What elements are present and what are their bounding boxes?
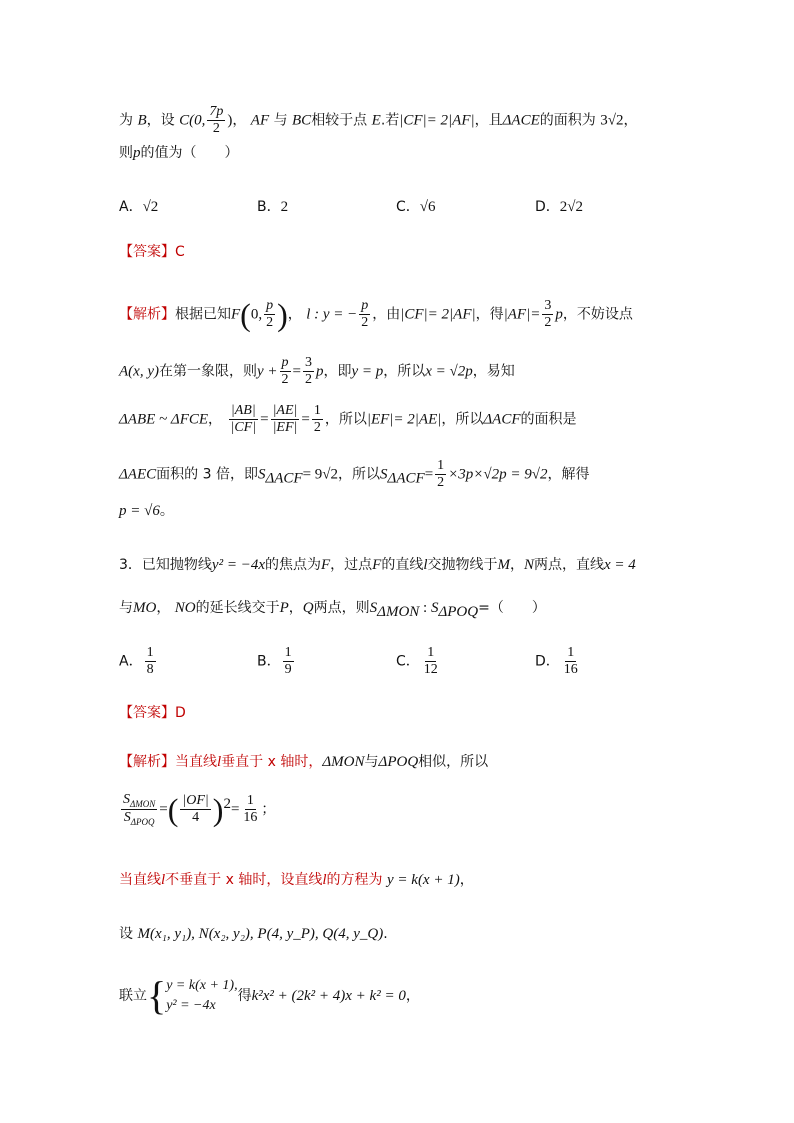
text: 垂直于 bbox=[221, 754, 264, 770]
text: 轴时，设直线 bbox=[238, 872, 323, 888]
analysis-label: 【解析】 bbox=[119, 754, 175, 770]
frac-den: 16 bbox=[563, 662, 578, 678]
text: 设 bbox=[119, 926, 133, 942]
math-cond: |CF|= 2|AF| bbox=[399, 112, 475, 129]
math-b: B bbox=[137, 112, 147, 129]
text: 当直线 bbox=[119, 872, 161, 888]
text: ，不妨设点 bbox=[562, 306, 633, 323]
math-val: 3√2 bbox=[600, 112, 624, 129]
q2-stem-line2 bbox=[119, 146, 239, 161]
math-mon: ΔMON bbox=[322, 754, 365, 770]
text: 得 bbox=[237, 988, 252, 1004]
option-letter: B． bbox=[257, 199, 281, 215]
q3-option-b bbox=[257, 645, 296, 678]
fraction: $\frac{1}{2}$ bbox=[313, 403, 321, 436]
text: 为 bbox=[119, 112, 133, 129]
frac-num: 1 bbox=[283, 645, 294, 662]
text: 联立 bbox=[119, 988, 147, 1004]
q2-answer bbox=[119, 245, 185, 259]
math-bc: BC bbox=[292, 112, 312, 129]
math-mo: MO bbox=[133, 600, 157, 616]
text: ，所以 bbox=[383, 363, 426, 380]
answer-label: 【答案】 bbox=[119, 705, 175, 721]
frac-num: 1 bbox=[145, 645, 156, 662]
math-x: x bbox=[267, 754, 276, 770]
fraction: $\frac{p}{2}$ bbox=[266, 298, 274, 331]
text: ，易知 bbox=[472, 363, 515, 380]
math-a: A(x, y) bbox=[119, 363, 159, 380]
text: 的焦点为 bbox=[264, 557, 321, 573]
system-line: y = k(x + 1), bbox=[166, 978, 238, 994]
fraction: $\frac{3}{2}$ bbox=[544, 298, 552, 331]
fraction: $\frac{p}{2}$ bbox=[281, 355, 289, 388]
q3-analysis-line5: 联立{ y = k(x + 1), y² = −4x 得k²x² + (2k² + 4)x + k² = 0， bbox=[119, 973, 420, 1018]
fraction bbox=[145, 645, 156, 678]
math-f: F bbox=[231, 306, 241, 323]
q3-analysis-line4 bbox=[119, 927, 388, 942]
math-s: S bbox=[430, 600, 439, 616]
math-y: y + bbox=[256, 363, 278, 380]
text: 根据已知 bbox=[175, 306, 231, 323]
text: ，且 bbox=[474, 112, 503, 129]
text: ， bbox=[405, 988, 420, 1004]
math-q: Q bbox=[302, 600, 314, 616]
text: 交抛物线于 bbox=[427, 557, 498, 573]
answer-label: 【答案】 bbox=[119, 244, 175, 260]
text: ， bbox=[510, 557, 524, 573]
math-tri: ΔACF bbox=[483, 411, 521, 428]
math-eq: k²x² + (2k² + 4)x + k² = 0 bbox=[251, 988, 406, 1004]
frac-den: 9 bbox=[284, 662, 292, 678]
text: . bbox=[383, 926, 388, 942]
math-l: l : y = − bbox=[306, 306, 358, 323]
text: 不垂直于 bbox=[165, 872, 222, 888]
math-points: M(x₁, y₁), N(x₂, y₂), P(4, y_P), Q(4, y_Q) bbox=[137, 926, 384, 942]
q3-analysis-line3 bbox=[119, 873, 474, 888]
q2-option-d bbox=[535, 196, 583, 216]
fraction: $\frac{1}{16}$ bbox=[243, 793, 258, 826]
text: 轴时， bbox=[280, 754, 323, 770]
frac-den: 2 bbox=[212, 121, 220, 137]
math-f: F bbox=[372, 557, 382, 573]
math-s: S bbox=[369, 600, 378, 616]
text: ，所以 bbox=[441, 411, 484, 428]
text: ，所以 bbox=[338, 466, 381, 483]
text: ，设 bbox=[146, 112, 175, 129]
text: 当直线 bbox=[175, 754, 217, 770]
text: ， bbox=[459, 872, 474, 888]
q2-option-c bbox=[396, 196, 436, 216]
math-l: l bbox=[322, 872, 327, 888]
text: 两点，则 bbox=[313, 600, 370, 616]
option-letter: D． bbox=[535, 653, 560, 670]
frac-num: 7p bbox=[207, 104, 225, 121]
math-s: S bbox=[257, 466, 266, 483]
math-eq: = bbox=[292, 363, 301, 380]
math-c: C(0, bbox=[179, 112, 206, 129]
q3-analysis-line1 bbox=[119, 755, 488, 770]
math-p: P bbox=[279, 600, 289, 616]
math-ef: |EF|= 2|AE| bbox=[366, 411, 442, 428]
frac-den: 12 bbox=[423, 662, 438, 678]
fraction: $\frac{3}{2}$ bbox=[304, 355, 312, 388]
math-af: |AF|= bbox=[503, 306, 541, 323]
math-v2: ×3p×√2p = 9√2 bbox=[448, 466, 548, 483]
fraction: $\frac{|AB|}{|CF|}$ bbox=[230, 403, 257, 436]
text: ，即 bbox=[323, 363, 352, 380]
fraction: $\frac{p}{2}$ bbox=[361, 298, 369, 331]
fraction: $\frac{S_{\Delta MON}}{S_{\Delta POQ}}$ bbox=[123, 792, 156, 827]
math-sub: ΔMON bbox=[377, 603, 420, 620]
fraction bbox=[422, 645, 440, 678]
text: 的值为（ ） bbox=[140, 145, 239, 161]
text: 则 bbox=[119, 145, 133, 161]
text: ，得 bbox=[475, 306, 504, 323]
option-value: 2 bbox=[280, 199, 289, 215]
text: 两点，直线 bbox=[534, 557, 605, 573]
option-letter: B． bbox=[257, 653, 281, 670]
q3-option-a bbox=[119, 645, 158, 678]
math-l: l bbox=[161, 872, 166, 888]
fraction: $\frac{|AE|}{|EF|}$ bbox=[272, 403, 298, 436]
math-af: AF bbox=[250, 112, 270, 129]
fraction bbox=[562, 645, 580, 678]
text: 的延长线交于 bbox=[195, 600, 280, 616]
option-value: 2√2 bbox=[559, 199, 584, 215]
option-letter: A． bbox=[119, 653, 143, 670]
option-value: √6 bbox=[419, 199, 436, 215]
q2-option-b bbox=[257, 196, 288, 216]
math-eq: y = k(x + 1) bbox=[387, 872, 460, 888]
text: 的直线 bbox=[381, 557, 424, 573]
math-yp: y = p bbox=[351, 363, 384, 380]
q2-analysis-line3: ΔABE ~ ΔFCE， $\frac{|AB|}{|CF|}$ = $\frac{|AE|}{|EF|}$ = $\frac{1}{2}$ ，所以|EF|= 2|AE|，所以ΔACF的面积是 bbox=[119, 403, 577, 436]
text: 。 bbox=[159, 503, 174, 519]
text: 的方程为 bbox=[326, 872, 383, 888]
math-tri: ΔAEC bbox=[119, 466, 157, 483]
fraction: $\frac{|OF|}{4}$ bbox=[182, 793, 209, 826]
math-f: F bbox=[320, 557, 331, 573]
q3-stem-line1 bbox=[119, 558, 636, 573]
text: 面积的 3 倍，即 bbox=[156, 466, 258, 483]
fraction: $\frac{1}{2}$ bbox=[437, 458, 445, 491]
option-letter: D． bbox=[535, 199, 560, 215]
q2-analysis-line1: 【解析】根据已知F(0, $\frac{p}{2}$ )， l : y = − $\frac{p}{2}$ ，由|CF|= 2|AF|，得|AF|= $\frac{3}{2}$ p，不妨设点 bbox=[119, 296, 633, 333]
text: 与 bbox=[364, 754, 379, 770]
math-colon: : bbox=[419, 600, 431, 616]
q3-answer bbox=[119, 706, 186, 720]
text: 的面积是 bbox=[520, 411, 577, 428]
option-value: √2 bbox=[142, 199, 159, 215]
math-l: l bbox=[423, 557, 428, 573]
math-sub: ΔACF bbox=[265, 470, 303, 487]
option-letter: A． bbox=[119, 199, 143, 215]
option-letter: C． bbox=[396, 653, 420, 670]
math-no: NO bbox=[174, 600, 196, 616]
math-l: l bbox=[217, 754, 222, 770]
text: =（ ） bbox=[478, 600, 546, 616]
analysis-label: 【解析】 bbox=[119, 306, 175, 323]
text: 在第一象限，则 bbox=[158, 363, 257, 380]
math-eq: y² = −4x bbox=[211, 557, 265, 573]
q3-option-c bbox=[396, 645, 442, 678]
text: 与 bbox=[273, 112, 288, 129]
text: ， bbox=[623, 112, 638, 129]
text: .若 bbox=[380, 112, 400, 129]
text: 相似，所以 bbox=[418, 754, 489, 770]
math-e: E bbox=[371, 112, 381, 129]
frac-num: 1 bbox=[565, 645, 576, 662]
q2-analysis-line2: A(x, y)在第一象限，则y + $\frac{p}{2}$ = $\frac{3}{2}$ p，即y = p，所以x = √2p，易知 bbox=[119, 355, 515, 388]
q2-analysis-line5 bbox=[119, 504, 174, 519]
fraction bbox=[207, 104, 225, 137]
text: ，解得 bbox=[547, 466, 590, 483]
fraction bbox=[283, 645, 294, 678]
math-x4: x = 4 bbox=[604, 557, 636, 573]
math-sub: ΔPOQ bbox=[438, 603, 479, 620]
text: ，过点 bbox=[330, 557, 373, 573]
answer-value: C bbox=[175, 244, 185, 260]
q3-option-d bbox=[535, 645, 582, 678]
text: 的面积为 bbox=[539, 112, 596, 129]
math-sim: ΔABE ~ ΔFCE bbox=[119, 411, 209, 428]
q2-stem-line1: 为 B，设 C(0, $\frac{7p}{2}$ )， AF 与 BC相较于点 E.若|CF|= 2|AF|，且ΔACE的面积为 3√2， bbox=[119, 104, 638, 137]
math-x: x bbox=[225, 872, 234, 888]
math-cond: |CF|= 2|AF| bbox=[400, 306, 476, 323]
math-m: M bbox=[497, 557, 510, 573]
math-p: p bbox=[133, 145, 141, 161]
math-close: ) bbox=[227, 112, 233, 129]
option-letter: C． bbox=[396, 199, 420, 215]
frac-den: 8 bbox=[146, 662, 154, 678]
text: ， bbox=[156, 600, 171, 616]
math-result: p = √6 bbox=[119, 503, 160, 519]
text: ，由 bbox=[372, 306, 401, 323]
math-tri: ΔACE bbox=[502, 112, 540, 129]
text: ，所以 bbox=[324, 411, 367, 428]
question-number: 3． bbox=[119, 557, 142, 573]
math-poq: ΔPOQ bbox=[378, 754, 419, 770]
text: 已知抛物线 bbox=[141, 557, 212, 573]
q2-analysis-line4: ΔAEC面积的 3 倍，即$S_{\Delta ACF}= 9√2$，所以$S_{\Delta ACF}=$ $\frac{1}{2}$ ×3p×√2p = 9√2，解得 bbox=[119, 458, 590, 491]
math-n: N bbox=[524, 557, 535, 573]
q2-option-a bbox=[119, 196, 158, 216]
q3-stem-line2 bbox=[119, 601, 546, 620]
text: ， bbox=[288, 600, 303, 616]
text: ； bbox=[261, 801, 276, 818]
math-v1: = 9√2 bbox=[302, 466, 339, 483]
equation-system bbox=[166, 976, 237, 1015]
math-x: x = √2p bbox=[425, 363, 473, 380]
frac-num: 1 bbox=[425, 645, 436, 662]
q3-ratio-formula: $\frac{S_{\Delta MON}}{S_{\Delta POQ}}$ =( $\frac{|OF|}{4}$ )$^2$= $\frac{1}{16}$ ； bbox=[123, 791, 276, 828]
text: 与 bbox=[119, 600, 133, 616]
text: 相较于点 bbox=[311, 112, 368, 129]
answer-value: D bbox=[175, 705, 186, 721]
system-line: y² = −4x bbox=[166, 998, 216, 1013]
